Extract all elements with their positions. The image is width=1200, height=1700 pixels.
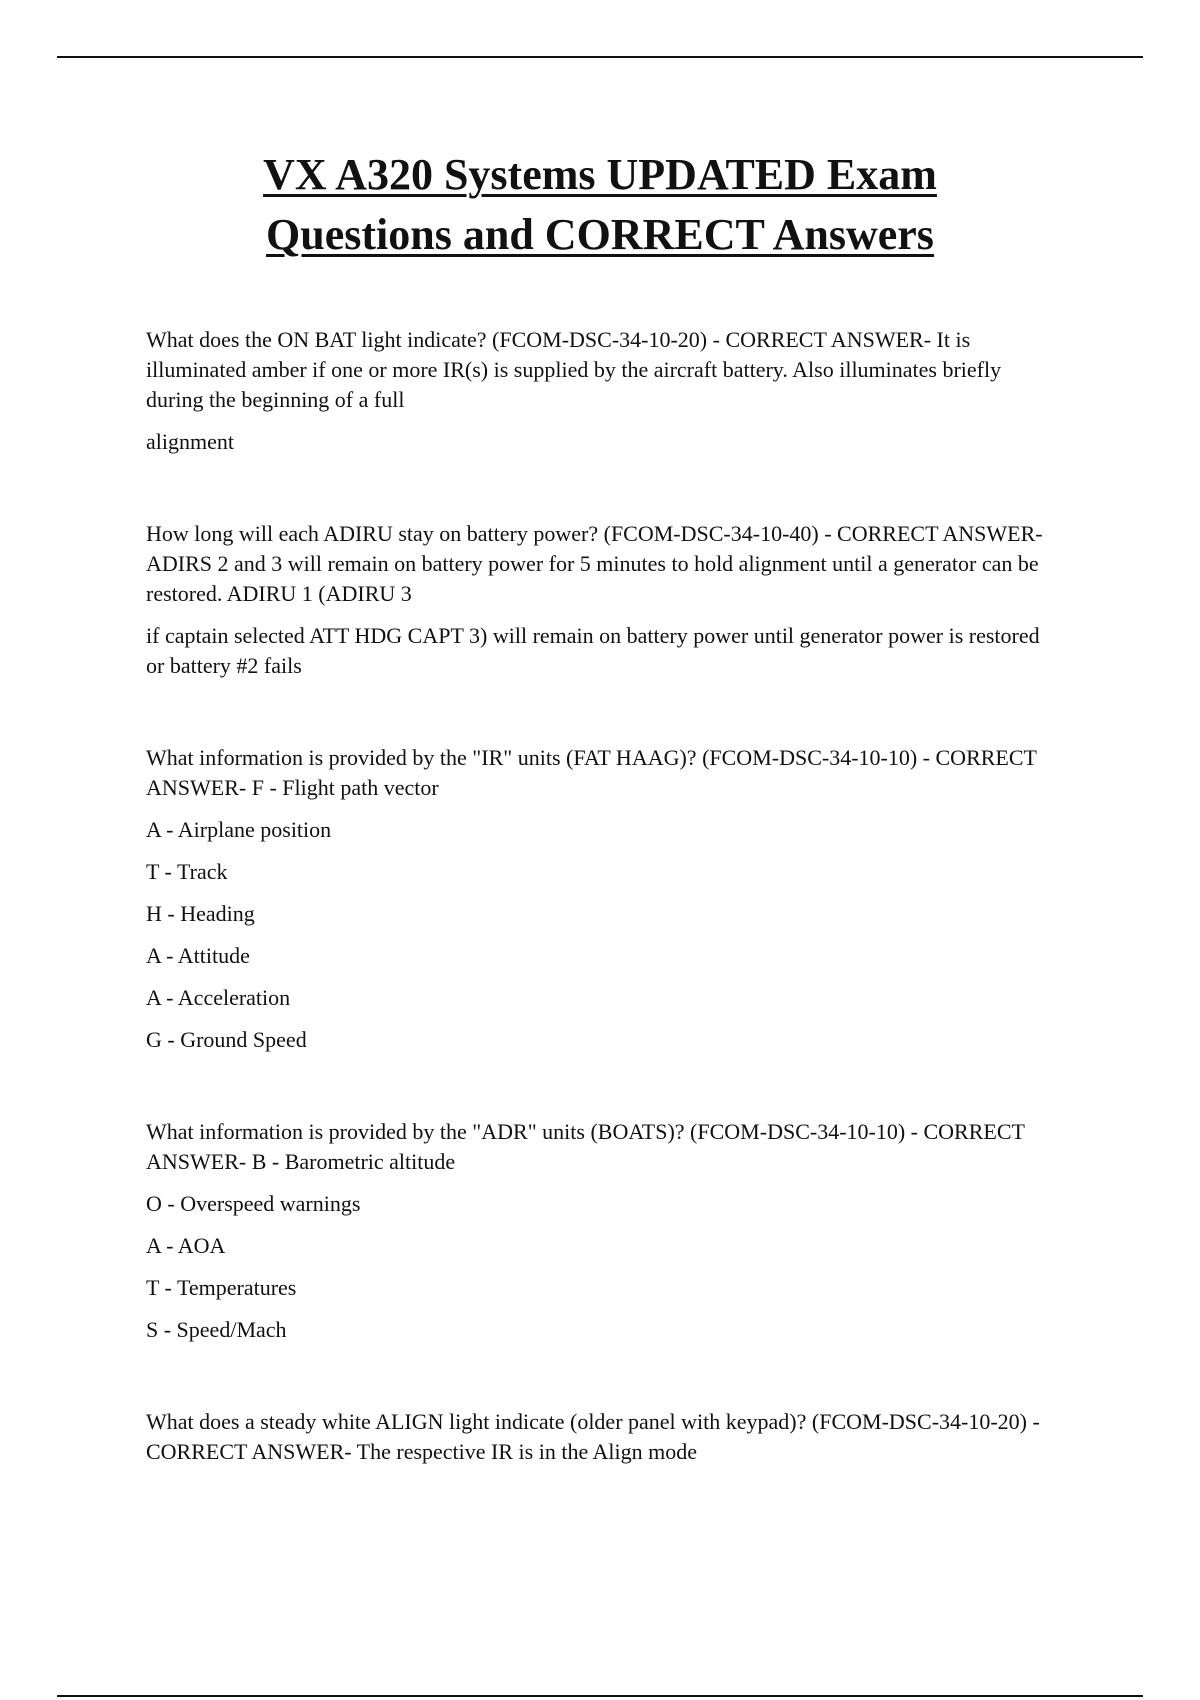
list-item: A - AOA — [146, 1233, 226, 1258]
list-item: O - Overspeed warnings — [146, 1191, 361, 1216]
qa-item-align-light — [146, 1407, 1062, 1467]
qa-text: What does a steady white ALIGN light indicate (older panel with keypad)? (FCOM-DSC-34-10-20) - CORRECT ANSWER- The respective IR is in the Align mode — [146, 1409, 1040, 1464]
qa-text: How long will each ADIRU stay on battery power? (FCOM-DSC-34-10-40) - CORRECT ANSWER- ADIRS 2 and 3 will remain on battery power for 5 minutes to hold alignment until a generator can be restored. ADIRU 1 (ADIRU 3 — [146, 521, 1043, 606]
list-item: H - Heading — [146, 901, 255, 926]
list-item: T - Track — [146, 859, 228, 884]
list-item: A - Airplane position — [146, 817, 332, 842]
list-item: T - Temperatures — [146, 1275, 297, 1300]
qa-text: What does the ON BAT light indicate? (FCOM-DSC-34-10-20) - CORRECT ANSWER- It is illuminated amber if one or more IR(s) is supplied by the aircraft battery. Also illuminates briefly during the beginning of a full — [146, 327, 1002, 412]
document-body — [146, 325, 1062, 1479]
qa-text: What information is provided by the "ADR" units (BOATS)? (FCOM-DSC-34-10-10) - CORRECT ANSWER- B - Barometric altitude — [146, 1119, 1025, 1174]
qa-item-adr-units — [146, 1117, 1062, 1345]
list-item: A - Attitude — [146, 943, 250, 968]
qa-item-adiru-battery — [146, 519, 1062, 681]
qa-item-on-bat — [146, 325, 1062, 457]
qa-item-ir-units — [146, 743, 1062, 1055]
qa-text: What information is provided by the "IR" units (FAT HAAG)? (FCOM-DSC-34-10-10) - CORRECT ANSWER- F - Flight path vector — [146, 745, 1037, 800]
document-title — [0, 145, 1200, 265]
bottom-divider — [57, 1695, 1143, 1697]
top-divider — [57, 56, 1143, 58]
title-line-2: Questions and CORRECT Answers — [266, 210, 934, 259]
title-line-1: VX A320 Systems UPDATED Exam — [263, 150, 937, 199]
list-item: S - Speed/Mach — [146, 1317, 287, 1342]
list-item: A - Acceleration — [146, 985, 291, 1010]
list-item: G - Ground Speed — [146, 1027, 307, 1052]
qa-continuation: alignment — [146, 429, 234, 454]
qa-continuation: if captain selected ATT HDG CAPT 3) will remain on battery power until generator power is restored or battery #2 fails — [146, 623, 1040, 678]
